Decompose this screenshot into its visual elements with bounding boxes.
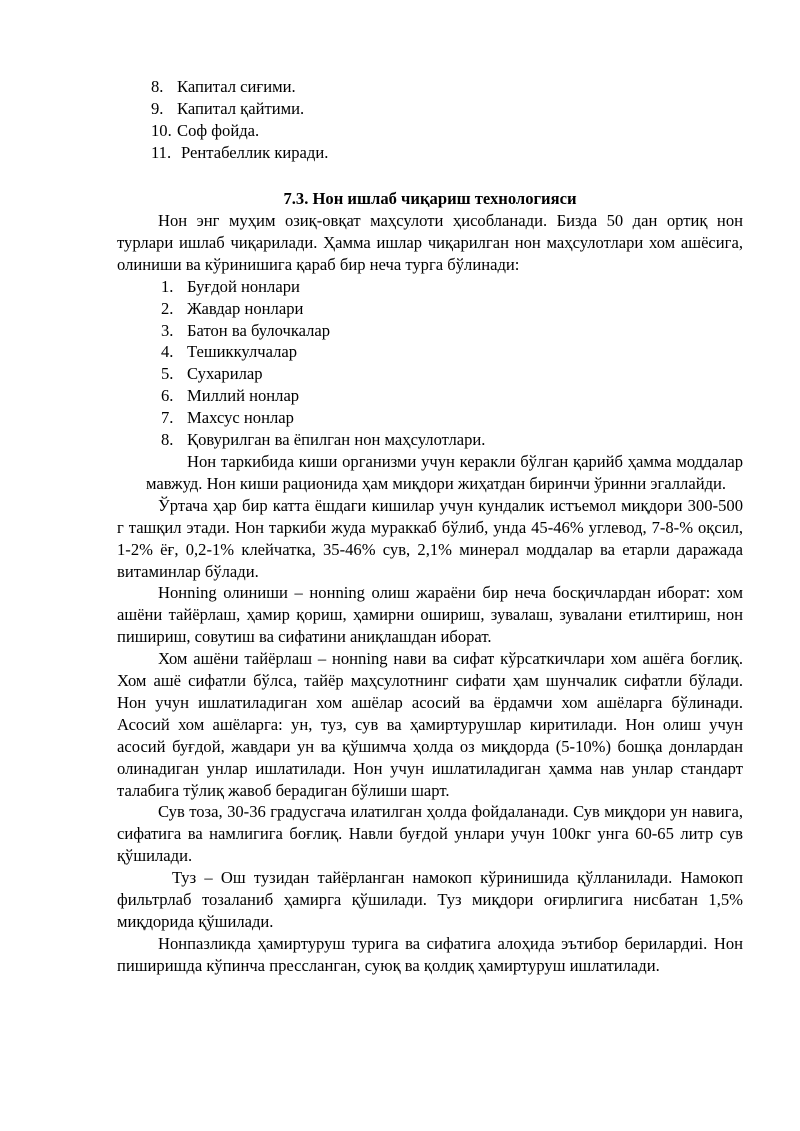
list-item-number: 4.: [161, 342, 174, 362]
list-item: [117, 407, 743, 429]
list-item-text: Жавдар нонлари: [187, 298, 304, 318]
list-item: [117, 298, 743, 320]
body-paragraph: Нон таркибида киши организми учун керакли бўлган қарийб ҳамма моддалар мавжуд. Нон киши рационида ҳам миқдори жиҳатдан биринчи ўринни эгаллайди.: [146, 451, 743, 493]
list-item-text: Тешиккулчалар: [187, 342, 298, 362]
list-item: [117, 320, 743, 342]
list-item: [117, 276, 743, 298]
list-item-text: Қовурилган ва ёпилган нон маҳсулотлари.: [187, 430, 486, 450]
bread-types-list: [117, 276, 743, 451]
list-item-text: Сухарилар: [187, 364, 263, 384]
list-item-text: Капитал қайтими.: [177, 98, 305, 118]
list-item-number: 8.: [151, 77, 164, 96]
list-item-number: 11.: [151, 142, 172, 162]
section-body: [117, 210, 743, 977]
list-item: [117, 341, 743, 363]
list-item-number: 5.: [161, 364, 174, 384]
list-item: [151, 142, 328, 164]
list-item: [151, 76, 328, 98]
body-paragraph: Ўртача ҳар бир катта ёшдаги кишилар учун кундалик истъемол миқдори 300-500 г ташқил этади. Нон таркиби жуда мураккаб бўлиб, унда 45-46% углевод, 7-8-% оқсил, 1-2% ёғ, 0,2-1% клейчатка, 35-46% сув, 2,1% минерал моддалар ва етарли даражада витаминлар бўлади.: [117, 495, 743, 581]
body-paragraph: Хом ашёни тайёрлаш – нонning нави ва сифат кўрсаткичлари хом ашёга боғлиқ. Хом ашё сифатли бўлса, тайёр маҳсулотнинг сифати ҳам шунчалик сифатли бўлади. Нон учун ишлатиладиган хом ашёлар асосий ва ёрдамчи хом ашёларга бўлинади. Асосий хом ашёларга: ун, туз, сув ва ҳамиртурушлар киритилади. Нон олиш учун асосий буғдой, жавдари ун ва қўшимча ҳолда оз миқдорда (5-10%) бошқа донлардан олинадиган унлар ишлатилади. Нон учун ишлатиладиган ҳамма нав унлар стандарт талабига тўлиқ жавоб берадиган бўлиши шарт.: [117, 649, 743, 800]
body-paragraph: Сув тоза, 30-36 градусгача илатилган ҳолда фойдаланади. Сув миқдори ун навига, сифатига ва намлигига боғлиқ. Навли буғдой унлари учун 100кг унга 60-65 литр сув қўшилади.: [117, 802, 743, 866]
list-item: [151, 98, 328, 120]
list-item-number: 7.: [161, 408, 174, 428]
top-numbered-list: [151, 76, 328, 164]
paragraph-wrap: [117, 451, 743, 495]
list-item-text: Рентабеллик киради.: [181, 142, 329, 162]
list-item-number: 1.: [161, 276, 174, 296]
list-item-number: 9.: [151, 98, 164, 118]
list-item-text: Капитал сиғими.: [177, 77, 296, 96]
list-item-text: Буғдой нонлари: [187, 276, 300, 296]
body-paragraph: Нонning олиниши – нонning олиш жараёни бир неча босқичлардан иборат: хом ашёни тайёрлаш, ҳамир қориш, ҳамирни ошириш, зувалаш, зувалани етилтириш, нон пишириш, совутиш ва сифатини аниқлашдан иборат.: [117, 583, 743, 647]
list-item-text: Соф фойда.: [177, 120, 260, 140]
list-item-text: Махсус нонлар: [187, 408, 294, 428]
list-item-number: 2.: [161, 298, 174, 318]
section-heading: [0, 188, 800, 210]
list-item-number: 6.: [161, 386, 174, 406]
list-item-text: Миллий нонлар: [187, 386, 300, 406]
section-title: 7.3. Нон ишлаб чиқариш технологияси: [283, 189, 577, 208]
list-item-number: 10.: [151, 120, 172, 140]
intro-paragraph: Нон энг муҳим озиқ-овқат маҳсулоти ҳисобланади. Бизда 50 дан ортиқ нон турлари ишлаб чиқарилади. Ҳамма ишлар чиқарилган нон маҳсулотлари хом ашёсига, олиниши ва кўринишига қараб бир неча турга бўлинади:: [117, 211, 743, 274]
list-item-number: 8.: [161, 430, 174, 450]
body-paragraph: Нонпазликда ҳамиртуруш турига ва сифатига алоҳида эътибор берилардиi. Нон пиширишда кўпинча прессланган, суюқ ва қолдиқ ҳамиртуруш ишлатилади.: [117, 933, 743, 975]
list-item-text: Батон ва булочкалар: [187, 320, 331, 340]
list-item: [151, 120, 328, 142]
list-item: [117, 363, 743, 385]
list-item: [117, 429, 743, 451]
list-item-number: 3.: [161, 320, 174, 340]
body-paragraph: Туз – Ош тузидан тайёрланган намокоп кўринишида қўлланилади. Намокоп фильтрлаб тозаланиб ҳамирга қўшилади. Туз миқдори оғирлигига нисбатан 1,5% миқдорида қўшилади.: [117, 868, 743, 931]
list-item: [117, 385, 743, 407]
